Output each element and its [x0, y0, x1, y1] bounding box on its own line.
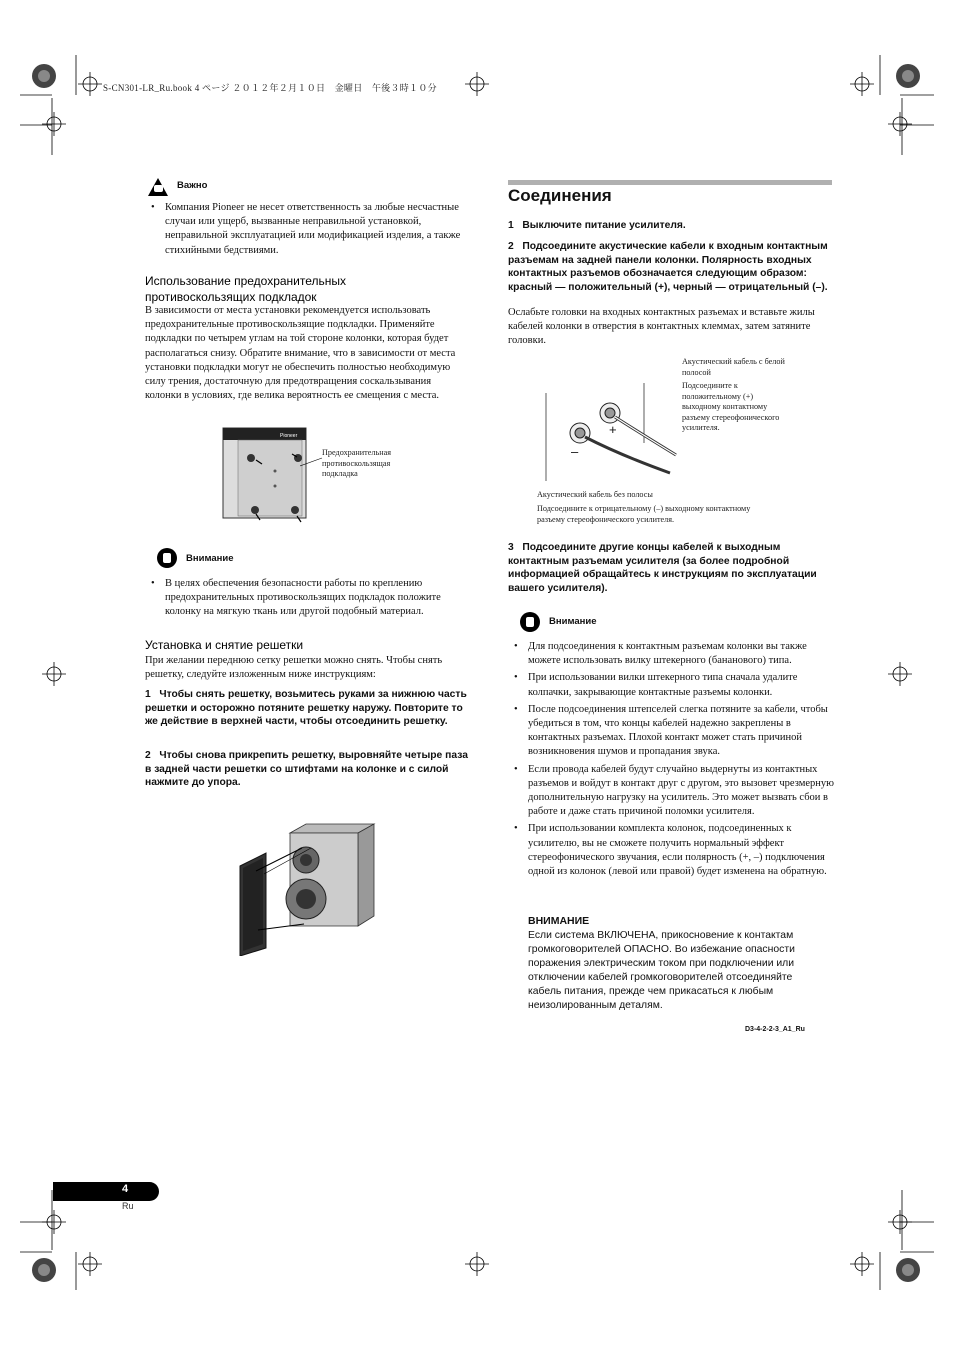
fig-label-pos-line3: выходному контактному: [682, 402, 768, 411]
fig-label-white-line2: полосой: [682, 367, 711, 377]
speaker-bottom-figure: [218, 426, 316, 526]
section-rule: [508, 180, 832, 185]
fig-label-negative: [537, 504, 837, 525]
page-number-tab: [53, 1182, 159, 1201]
grille-step2-text: Чтобы снова прикрепить решетку, выровняйте четыре паза в задней части решетки со штифтами на колонке и с силой нажмите до упора.: [145, 750, 468, 789]
conn-step3: [508, 541, 832, 595]
page-number: 4: [122, 1183, 129, 1195]
fig-label-white-line1: Акустический кабель с белой: [682, 357, 785, 366]
grille-heading: Установка и снятие решетки: [145, 638, 304, 652]
conn-step3-text: Подсоедините другие концы кабелей к выходным контактным разъемам усилителя (за более подробной информацией обращайтесь к инструкциям по эксплуатации вашего усилителя).: [508, 542, 817, 594]
caution2-list: [508, 640, 834, 882]
caution1-list: [145, 577, 475, 623]
caution2-item: • После подсоединения штепселей слегка потяните за кабели, чтобы убедиться в том, что концы кабелей надежно закреплены в контактных разъемах. Плохой контакт может стать причиной возникновения шумов и пропадания звука.: [508, 703, 834, 760]
grille-step1-text: Чтобы снять решетку, возьмитесь руками за нижнюю часть решетки и осторожно потяните решетку наружу. Повторите то же действие в верхней части, чтобы отсоединить решетку.: [145, 689, 467, 728]
pads-body: В зависимости от места установки рекомендуется использовать предохранительные противоскользящие подкладки. Применяйте подкладки по четырем углам на той стороне колонки, которая будет располагаться снизу. Обратите внимание, что в зависимости от места установки подкладки могут не обеспечить полностью необходимую силу трения, достаточную для предотвращения соскальзывания колонки в условиях, где велика вероятность ее смещения с места.: [145, 305, 456, 402]
conn-step3-number: 3: [508, 542, 514, 553]
conn-step1: [508, 219, 832, 233]
page-language: Ru: [122, 1201, 134, 1211]
pads-figure-caption-line3: подкладка: [322, 469, 358, 478]
caution2-item: • Для подсоединения к контактным разъемам колонки вы также можете использовать вилку штекерного (бананового) типа.: [508, 640, 834, 668]
book-header-line: S-CN301-LR_Ru.book 4 ページ ２０１２年２月１０日 金曜日 午後３時１０分: [103, 83, 437, 93]
warning-code: D3-4-2-2-3_A1_Ru: [745, 1026, 805, 1033]
caution-hand-icon: [157, 548, 177, 568]
fig-label-positive: [682, 381, 832, 434]
pads-callout-line: [300, 456, 324, 476]
grille-step1: [145, 688, 473, 729]
pads-heading: [145, 273, 475, 305]
conn-step2-text: Подсоедините акустические кабели к входным контактным разъемам на задней панели колонки. Полярность входных контактных разъемов обозначается следующим образом: красный — положительный (+), черный — отрицательный (–).: [508, 241, 828, 293]
pads-heading-line1: Использование предохранительных: [145, 274, 347, 288]
conn-step2: [508, 240, 832, 294]
grille-step1-number: 1: [145, 689, 151, 700]
fig-label-pos-line2: положительному (+): [682, 391, 754, 401]
important-list: [145, 201, 467, 261]
important-item: • Компания Pioneer не несет ответственность за любые несчастные случаи или ущерб, вызванные неправильной установкой, неправильной эксплуатацией или модификацией изделия, а также стихийными бедствиями.: [145, 201, 467, 258]
conn-step1-number: 1: [508, 220, 514, 231]
pads-figure-caption-line2: противоскользящая: [322, 458, 391, 468]
fig-label-neg-line1: Подсоедините к отрицательному (–) выходному контактному: [537, 504, 751, 513]
caution1-item: • В целях обеспечения безопасности работы по креплению предохранительных противоскользящих подкладок положите колонку на мягкую ткань или другой подобный материал.: [145, 577, 475, 620]
conn-step2-number: 2: [508, 241, 514, 252]
caution2-hand-icon: [520, 612, 540, 632]
fig-label-pos-line4: разъему стереофонического: [682, 412, 780, 422]
pads-heading-line2: противоскользящих подкладок: [145, 290, 317, 304]
caution2-title: Внимание: [549, 616, 597, 627]
warning-body: Если система ВКЛЮЧЕНА, прикосновение к контактам громкоговорителей ОПАСНО. Во избежание опасности поражения электрическим током при подключении или отключении кабелей громкоговорителей отсоединяйте кабель питания, прежде чем прикасаться к любым неизолированным деталям.: [528, 930, 795, 1011]
caution2-item: • При использовании комплекта колонок, подсоединенных к усилителю, вы не сможете получить нормальный эффект стереофонического звучания, если полярность (+, –) подключения одной из колонок (левой или правой) будет изменена на обратную.: [508, 822, 834, 879]
grille-step2: [145, 749, 473, 790]
caution2-item: • При использовании вилки штекерного типа сначала удалите колпачки, закрывающие контактные разъемы колонки.: [508, 671, 834, 699]
fig-minus-sign: –: [571, 444, 579, 459]
pads-figure-caption: [322, 448, 391, 480]
fig-label-plain-cable: Акустический кабель без полосы: [537, 490, 653, 499]
caution1-title: Внимание: [186, 553, 234, 564]
caution2-item: • Если провода кабелей будут случайно выдернуты из контактных разъемов и войдут в контакт друг с другом, это вызовет чрезмерную дополнительную нагрузку на усилитель. Это может вызвать сбои в работе и даже стать причиной поломки усилителя.: [508, 763, 834, 820]
fig-label-neg-line2: разъему стереофонического усилителя.: [537, 514, 675, 524]
svg-text:Pioneer: Pioneer: [280, 433, 298, 439]
fig-plus-sign: +: [609, 422, 617, 437]
grille-intro: При желании переднюю сетку решетки можно снять. Чтобы снять решетку, следуйте изложенным ниже инструкциям:: [145, 655, 443, 681]
fig-label-pos-line5: усилителя.: [682, 423, 720, 432]
fig-label-white-cable: [682, 357, 832, 378]
warning-title: ВНИМАНИЕ: [528, 915, 590, 927]
pads-figure-caption-line1: Предохранительная: [322, 448, 391, 457]
conn-step1-text: Выключите питание усилителя.: [522, 220, 686, 231]
grille-step2-number: 2: [145, 750, 151, 761]
conn-step2-body: Ослабьте головки на входных контактных разъемах и вставьте жилы кабелей колонки в отверстия в контактных клеммах, затем затяните головки.: [508, 307, 815, 347]
grille-removal-figure: [236, 806, 378, 956]
connections-title: Соединения: [508, 186, 612, 205]
important-title: Важно: [177, 180, 208, 191]
fig-label-pos-line1: Подсоедините к: [682, 381, 738, 390]
important-warning-icon: [147, 177, 169, 197]
